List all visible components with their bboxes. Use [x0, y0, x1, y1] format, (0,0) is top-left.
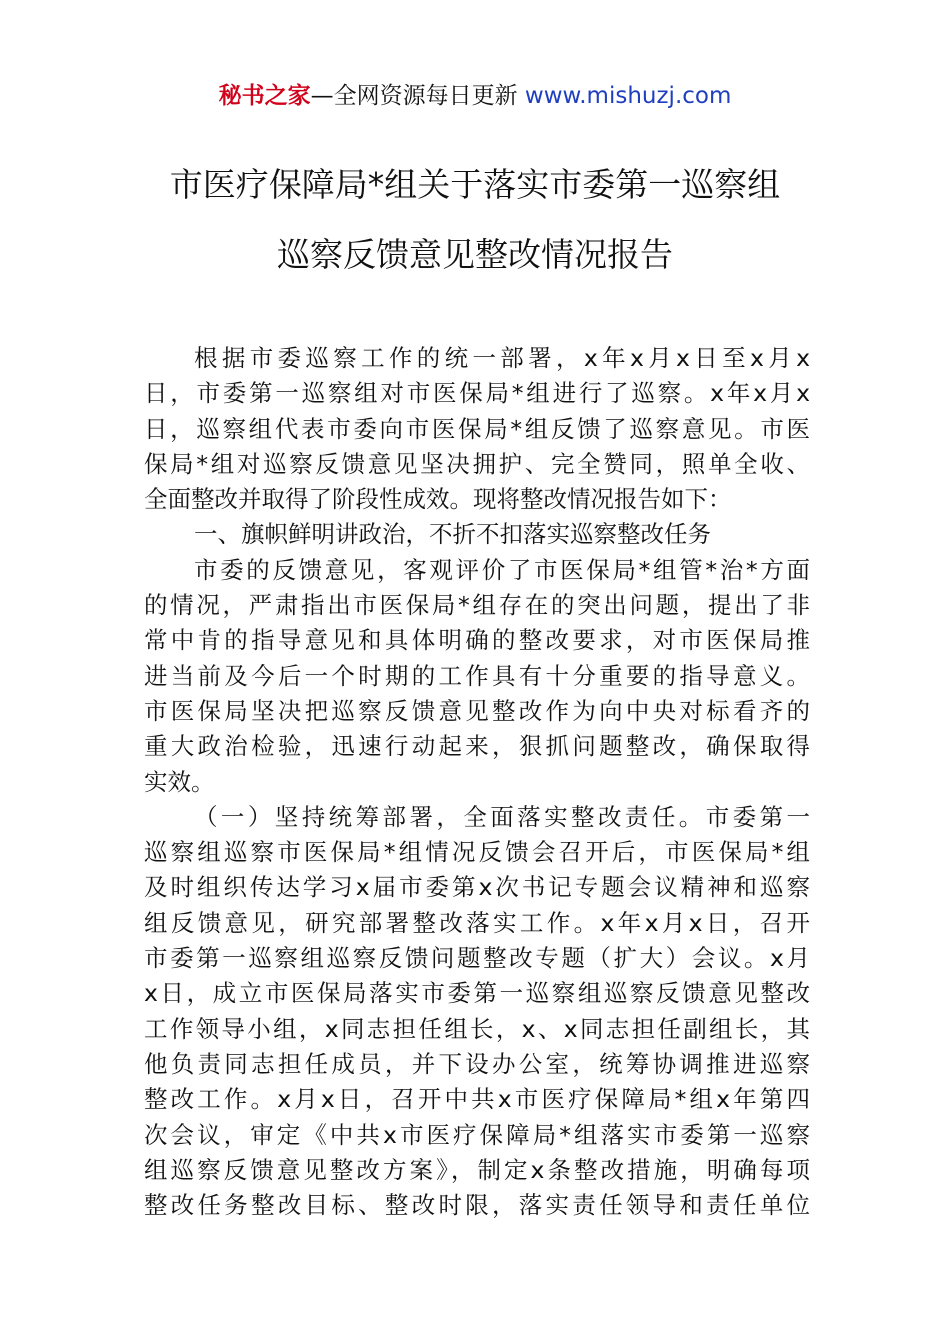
body-line: 整改任务整改目标、整改时限，落实责任领导和责任单位	[144, 1191, 810, 1220]
body-line: 根据市委巡察工作的统一部署，x年x月x日至x月x	[194, 344, 810, 372]
body-line: 日，市委第一巡察组对市医保局*组进行了巡察。x年x月x	[144, 379, 810, 408]
body-line: 及时组织传达学习x届市委第x次书记专题会议精神和巡察	[144, 873, 810, 902]
site-header	[0, 80, 950, 112]
body-line: 组反馈意见，研究部署整改落实工作。x年x月x日，召开	[144, 908, 810, 937]
site-brand: 秘书之家	[218, 83, 311, 109]
body-line: x日，成立市医保局落实市委第一巡察组巡察反馈意见整改	[144, 979, 810, 1008]
body-line: 他负责同志担任成员，并下设办公室，统筹协调推进巡察	[144, 1049, 810, 1078]
body-line: 市委第一巡察组巡察反馈问题整改专题（扩大）会议。x月	[144, 944, 810, 973]
document-title-line-2: 巡察反馈意见整改情况报告	[277, 235, 673, 274]
body-line: 组巡察反馈意见整改方案》，制定x条整改措施，明确每项	[144, 1155, 810, 1184]
body-line: 整改工作。x月x日，召开中共x市医疗保障局*组x年第四	[144, 1085, 810, 1114]
body-line: 日，巡察组代表市委向市医保局*组反馈了巡察意见。市医	[144, 414, 810, 443]
body-line: 的情况，严肃指出市医保局*组存在的突出问题，提出了非	[144, 591, 810, 620]
site-url-link[interactable]: www.mishuzj.com	[524, 83, 732, 109]
body-line: 工作领导小组，x同志担任组长，x、x同志担任副组长，其	[144, 1014, 810, 1043]
document-title-line-1: 市医疗保障局*组关于落实市委第一巡察组	[169, 165, 781, 204]
body-line: 实效。	[144, 767, 215, 796]
body-line: 进当前及今后一个时期的工作具有十分重要的指导意义。	[144, 661, 810, 690]
body-line: 常中肯的指导意见和具体明确的整改要求，对市医保局推	[144, 626, 810, 655]
body-line: 重大政治检验，迅速行动起来，狠抓问题整改，确保取得	[144, 732, 810, 761]
body-line: 市医保局坚决把巡察反馈意见整改作为向中央对标看齐的	[144, 696, 810, 725]
body-line: （一）坚持统筹部署，全面落实整改责任。市委第一	[194, 802, 810, 831]
site-slogan: —全网资源每日更新	[310, 83, 525, 109]
body-line: 全面整改并取得了阶段性成效。现将整改情况报告如下：	[144, 485, 732, 514]
body-line: 巡察组巡察市医保局*组情况反馈会召开后，市医保局*组	[144, 838, 810, 867]
body-line: 保局*组对巡察反馈意见坚决拥护、完全赞同，照单全收、	[144, 449, 810, 478]
body-line: 市委的反馈意见，客观评价了市医保局*组管*治*方面	[194, 555, 810, 584]
document-body	[144, 341, 810, 1223]
section-heading: 一、旗帜鲜明讲政治，不折不扣落实巡察整改任务	[194, 520, 711, 549]
body-line: 次会议，审定《中共x市医疗保障局*组落实市委第一巡察	[144, 1120, 810, 1149]
document-title	[100, 150, 850, 290]
